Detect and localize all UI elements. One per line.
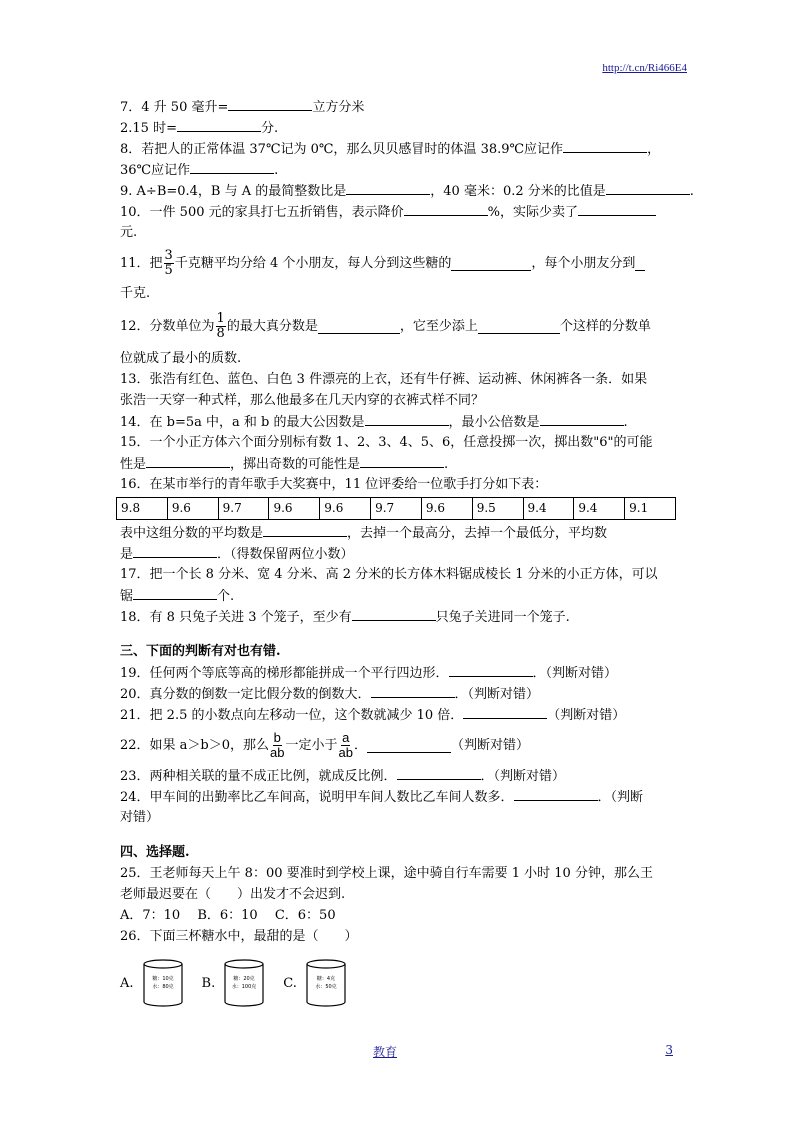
fraction — [216, 312, 226, 341]
answer-blank[interactable] — [360, 453, 444, 468]
question-10 — [120, 201, 676, 222]
cup-sugar-text: 糖：20克 — [233, 976, 255, 982]
answer-blank[interactable] — [514, 786, 598, 801]
q11b-text: 千克. — [120, 286, 151, 301]
q11-text-a: 11．把 — [120, 255, 163, 271]
fraction — [270, 731, 284, 760]
q9-tail: . — [689, 184, 694, 199]
score-cell: 9.5 — [472, 498, 523, 520]
section-4-heading: 四、选择题. — [120, 845, 190, 860]
q24b-text: 对错） — [120, 810, 160, 825]
answer-blank[interactable] — [190, 159, 274, 174]
answer-blank[interactable] — [133, 585, 217, 600]
q10-text-a: 10．一件 500 元的家具打七五折销售，表示降价 — [120, 205, 404, 220]
q13-text: 13．张浩有红色、蓝色、白色 3 件漂亮的上衣，还有牛仔裤、运动裤、休闲裤各一条．如果 — [120, 372, 648, 387]
question-25-options — [120, 905, 676, 926]
question-12b — [120, 348, 676, 369]
q21-text-a: 21．把 2.5 的小数点向左移动一位，这个数就减少 10 倍． — [120, 708, 464, 723]
question-24b — [120, 807, 676, 828]
cup-icon — [305, 958, 347, 1008]
fraction — [339, 731, 353, 760]
q23-text-b: ．（判断对错） — [480, 769, 566, 784]
q12-text-c: ，它至少添上 — [399, 318, 478, 334]
question-content — [120, 96, 694, 1009]
section-3-heading: 三、下面的判断有对也有错. — [120, 644, 281, 659]
q25-options-text: A．7：10 B．6：10 C．6：50 — [120, 908, 336, 923]
cup-icon — [223, 958, 265, 1008]
q26-text: 26．下面三杯糖水中，最甜的是（ ） — [120, 929, 358, 944]
q10b-text: 元. — [120, 225, 138, 240]
question-19 — [120, 662, 676, 683]
q9-text-a: 9. A÷B=0.4，B 与 A 的最简整数比是 — [120, 184, 347, 199]
question-22 — [120, 725, 676, 765]
q16b-text-a: 表中这组分数的平均数是 — [120, 526, 264, 541]
fraction-denominator: ab — [338, 744, 353, 760]
answer-blank[interactable] — [133, 543, 217, 558]
q10-text-b: %，实际少卖了 — [487, 205, 578, 220]
q17b-text-a: 锯 — [120, 589, 134, 604]
q25b-text: 老师最迟要在（ ）出发才不会迟到. — [120, 887, 346, 902]
question-17b — [120, 585, 676, 606]
question-13b — [120, 390, 676, 411]
question-14 — [120, 411, 676, 432]
q14-tail: . — [623, 415, 628, 430]
q22-text-b: 一定小于 — [285, 737, 338, 753]
question-26 — [120, 926, 676, 947]
q16-text: 16．在某市举行的青年歌手大奖赛中，11 位评委给一位歌手打分如下表： — [120, 477, 548, 492]
q8-tail: ， — [647, 142, 661, 157]
q19-text-b: ．（判断对错） — [532, 666, 618, 681]
q12-text-b: 的最大真分数是 — [226, 318, 318, 334]
question-16c — [120, 543, 676, 564]
answer-blank[interactable] — [540, 411, 624, 426]
option-label: A. — [120, 975, 134, 991]
answer-blank[interactable] — [318, 319, 400, 334]
q8b-tail: . — [274, 163, 279, 178]
footer-link[interactable]: 教育 — [373, 1045, 398, 1059]
cup-water-text: 水：50克 — [315, 984, 337, 990]
cup-option-a[interactable] — [120, 958, 184, 1008]
question-21 — [120, 704, 676, 725]
answer-blank[interactable] — [228, 96, 312, 111]
option-label: C. — [283, 975, 297, 991]
q15b-text-a: 性是 — [120, 457, 147, 472]
q7-text: 7．4 升 50 毫升= — [120, 100, 229, 115]
q9-text-b: ，40 毫米：0.2 分米的比值是 — [430, 184, 606, 199]
q15b-tail: . — [444, 457, 449, 472]
answer-blank[interactable] — [367, 738, 451, 753]
question-9 — [120, 180, 694, 201]
table-row — [117, 498, 676, 520]
question-18 — [120, 606, 676, 627]
cup-option-c[interactable] — [283, 958, 347, 1008]
question-11 — [120, 243, 676, 283]
answer-blank[interactable] — [397, 765, 481, 780]
q7b-tail: 分. — [260, 121, 279, 136]
question-23 — [120, 765, 676, 786]
q17b-text-b: 个. — [217, 589, 235, 604]
q11-text-b: 千克糖平均分给 4 个小朋友，每人分到这些糖的 — [174, 255, 452, 271]
q14-text-a: 14．在 b=5a 中，a 和 b 的最大公因数是 — [120, 415, 365, 430]
option-label: B. — [201, 975, 216, 991]
cup-options — [120, 957, 676, 1009]
question-7 — [120, 96, 676, 117]
page-number[interactable]: 3 — [665, 1043, 673, 1057]
score-cell: 9.7 — [371, 498, 422, 520]
cup-sugar-text: 糖：4克 — [316, 976, 335, 982]
fraction-numerator: b — [273, 729, 281, 745]
q22-text-c: ． — [353, 737, 367, 753]
q16c-text-b: ．（得数保留两位小数） — [217, 547, 354, 562]
q24-text-a: 24．甲车间的出勤率比乙车间高，说明甲车间人数比乙车间人数多． — [120, 790, 514, 805]
q8b-text: 36℃应记作 — [120, 163, 191, 178]
q22-text-a: 22．如果 a＞b＞0，那么 — [120, 737, 270, 753]
score-cell: 9.6 — [421, 498, 472, 520]
question-25b — [120, 884, 676, 905]
score-cell: 9.6 — [320, 498, 371, 520]
score-table — [116, 497, 676, 520]
fraction-denominator: 8 — [216, 325, 225, 341]
q17-text: 17．把一个长 8 分米、宽 4 分米、高 2 分米的长方体木料锯成棱长 1 分米的小正方体，可以 — [120, 567, 658, 582]
answer-blank[interactable] — [463, 704, 547, 719]
answer-blank[interactable] — [563, 138, 647, 153]
answer-blank[interactable] — [352, 606, 436, 621]
answer-blank[interactable] — [263, 522, 347, 537]
fraction-numerator: 3 — [164, 247, 173, 263]
q25-text: 25．王老师每天上午 8：00 要准时到学校上课，途中骑自行车需要 1 小时 10 分钟，那么王 — [120, 866, 653, 881]
fraction-numerator: a — [342, 729, 350, 745]
q20-text-b: ．（判断对错） — [454, 687, 540, 702]
cup-icon — [142, 958, 184, 1008]
q18-text-b: 只兔子关进同一个笼子. — [435, 610, 570, 625]
q16b-text-b: ，去掉一个最高分，去掉一个最低分，平均数 — [347, 526, 608, 541]
q13b-text: 张浩一天穿一种式样，那么他最多在几天内穿的衣裤式样不同？ — [120, 393, 485, 408]
question-20 — [120, 683, 676, 704]
cup-option-b[interactable] — [202, 958, 266, 1008]
fraction-denominator: 5 — [164, 262, 173, 278]
question-16b — [120, 522, 676, 543]
q8-text: 8．若把人的正常体温 37℃记为 0℃，那么贝贝感冒时的体温 38.9℃应记作 — [120, 142, 564, 157]
question-17 — [120, 564, 676, 585]
q15-text: 15．一个小正方体六个面分别标有数 1、2、3、4、5、6，任意投掷一次，掷出数"6"的可能 — [120, 435, 653, 450]
question-10b — [120, 222, 676, 243]
answer-blank[interactable] — [146, 453, 230, 468]
score-cell: 9.7 — [218, 498, 269, 520]
answer-blank[interactable] — [635, 256, 645, 271]
q20-text-a: 20．真分数的倒数一定比假分数的倒数大． — [120, 687, 371, 702]
answer-blank[interactable] — [451, 256, 531, 271]
question-25 — [120, 863, 676, 884]
question-11b — [120, 283, 676, 304]
fraction-denominator: ab — [270, 744, 285, 760]
score-cell: 9.4 — [574, 498, 625, 520]
answer-blank[interactable] — [177, 117, 261, 132]
q19-text-a: 19．任何两个等底等高的梯形都能拼成一个平行四边形． — [120, 666, 449, 681]
q14-text-b: ，最小公倍数是 — [448, 415, 540, 430]
q22-text-d: （判断对错） — [451, 737, 530, 753]
header-link[interactable]: http://t.cn/Ri466E4 — [602, 62, 687, 74]
q16c-text-a: 是 — [120, 547, 134, 562]
q21-text-b: （判断对错） — [547, 708, 626, 723]
q7-tail: 立方分米 — [312, 100, 365, 115]
q7b-text: 2.15 时= — [120, 121, 177, 136]
question-16 — [120, 474, 676, 495]
answer-blank[interactable] — [449, 662, 533, 677]
question-13 — [120, 369, 676, 390]
answer-blank[interactable] — [478, 319, 560, 334]
question-15b — [120, 453, 676, 474]
fraction-numerator: 1 — [216, 310, 225, 326]
q12-text-a: 12．分数单位为 — [120, 318, 215, 334]
q11-text-c: ，每个小朋友分到 — [531, 255, 636, 271]
question-15 — [120, 432, 676, 453]
score-cell: 9.8 — [117, 498, 168, 520]
score-cell: 9.1 — [625, 498, 676, 520]
fraction — [164, 249, 174, 278]
answer-blank[interactable] — [404, 201, 488, 216]
question-8 — [120, 138, 676, 159]
answer-blank[interactable] — [365, 411, 449, 426]
score-cell: 9.4 — [523, 498, 574, 520]
q24-text-b: ．（判断 — [597, 790, 644, 805]
question-12 — [120, 304, 676, 348]
q23-text-a: 23．两种相关联的量不成正比例，就成反比例． — [120, 769, 397, 784]
q18-text-a: 18．有 8 只兔子关进 3 个笼子，至少有 — [120, 610, 352, 625]
question-24 — [120, 786, 676, 807]
cup-water-text: 水：100克 — [231, 984, 257, 990]
q12-text-d: 个这样的分数单 — [559, 318, 651, 334]
question-7b — [120, 117, 676, 138]
score-cell: 9.6 — [269, 498, 320, 520]
cup-sugar-text: 糖：10克 — [151, 976, 174, 982]
question-8b — [120, 159, 676, 180]
score-cell: 9.6 — [167, 498, 218, 520]
answer-blank[interactable] — [578, 201, 656, 216]
q15b-text-b: ，掷出奇数的可能性是 — [230, 457, 361, 472]
answer-blank[interactable] — [371, 683, 455, 698]
cup-water-text: 水：80克 — [151, 984, 174, 990]
answer-blank[interactable] — [346, 180, 430, 195]
q12b-text: 位就成了最小的质数. — [120, 351, 242, 366]
answer-blank[interactable] — [606, 180, 690, 195]
